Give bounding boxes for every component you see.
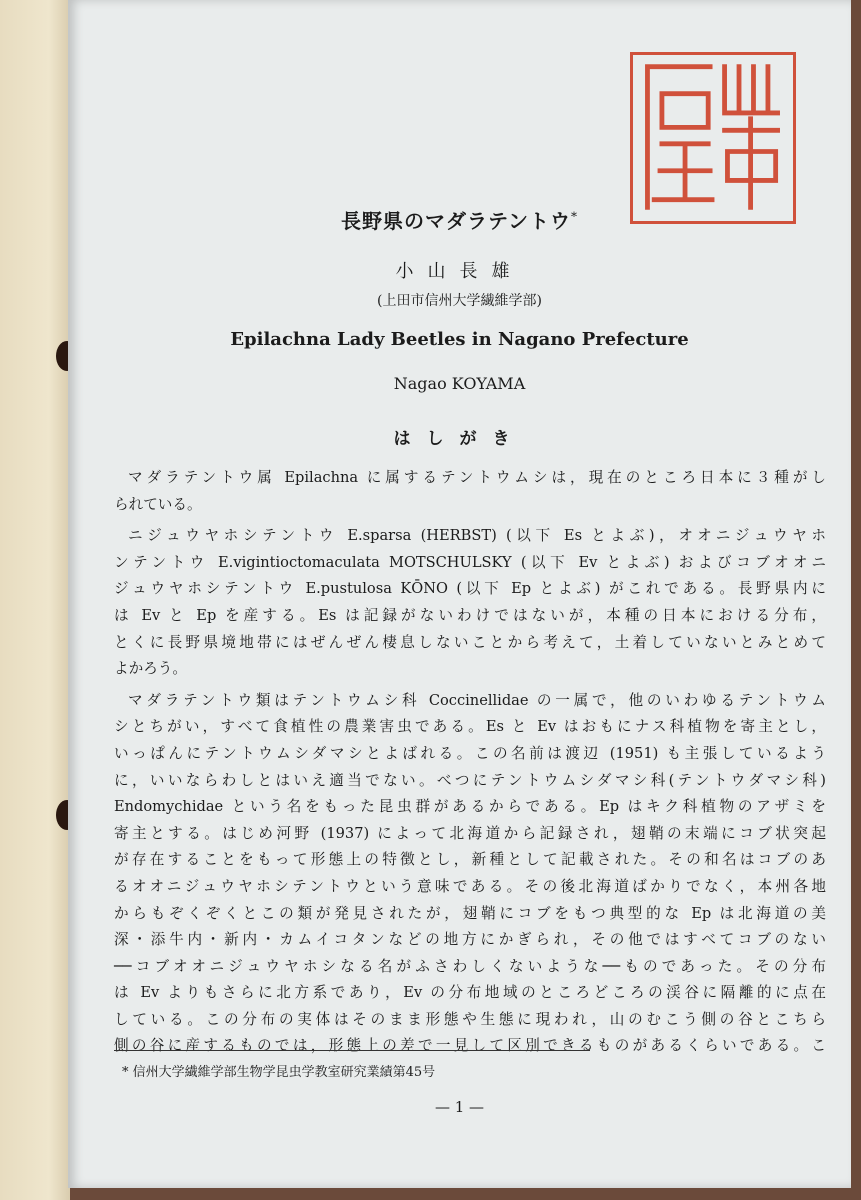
body-line: ニジュウヤホシテントウ E.sparsa (HERBST) (以下 Es とよぶ)，オオニジュウヤホ [128, 527, 826, 545]
body-line: よかろう。 [114, 660, 187, 678]
author-affiliation: (上田市信州大学繊維学部) [377, 293, 542, 309]
article-title: 長野県のマダラテントウ* [341, 209, 578, 233]
body-line: 側の谷に産するものでは，形態上の差で一見して区別できるものがあるくらいである。こ [114, 1037, 826, 1055]
author-name-english: Nagao KOYAMA [393, 374, 526, 393]
body-line: とくに長野県境地帯にはぜんぜん棲息しないことから考えて，土着していないとみとめて [114, 633, 826, 651]
body-line: Endomychidae という名をもった昆虫群があるからである。Ep はキク科植物のアザミを [114, 798, 826, 816]
facing-page-edge [0, 0, 70, 1200]
body-line: からもぞくぞくとこの類が発見されたが，翅鞘にコブをもつ典型的な Ep は北海道の美 [114, 904, 826, 922]
footnote-marker: * [571, 209, 578, 224]
article-title-english: Epilachna Lady Beetles in Nagano Prefecture [230, 329, 689, 350]
body-line: シとちがい，すべて食植性の農業害虫である。Es と Ev はおもにナス科植物を寄主とし， [114, 718, 826, 736]
body-line: 寄主とする。はじめ河野 (1937) によって北海道から記録され，翅鞘の末端にコブ状突起 [114, 824, 826, 842]
body-line: マダラテントウ類はテントウムシ科 Coccinellidae の一属で，他のいわゆるテントウム [128, 691, 826, 709]
author-name-japanese: 小山長雄 [395, 261, 524, 282]
body-line: している。この分布の実体はそのまま形態や生態に現われ，山のむこう側の谷とこちら [114, 1010, 826, 1028]
body-line: られている。 [114, 495, 202, 513]
body-line: ジュウヤホシテントウ E.pustulosa KŌNO (以下 Ep とよぶ) がこれである。長野県内に [114, 580, 826, 598]
body-line: マダラテントウ属 Epilachna に属するテントウムシは，現在のところ日本に３種がし [128, 469, 826, 486]
library-seal-stamp [630, 52, 796, 224]
page-number: — 1 — [434, 1098, 485, 1116]
body-line: は Ev よりもさらに北方系であり，Ev の分布地域のところどころの渓谷に隔離的に点在 [114, 984, 826, 1002]
body-line: ──コブオオニジュウヤホシなる名がふさわしくないような──ものであった。その分布 [114, 957, 826, 975]
seal-stamp-icon [633, 55, 793, 221]
footnote: * 信州大学繊維学部生物学昆虫学教室研究業績第45号 [122, 1065, 436, 1080]
document-page [68, 0, 851, 1188]
body-line: るオオニジュウヤホシテントウという意味である。その後北海道ばかりでなく，本州各地 [114, 877, 826, 895]
body-line: ンテントウ E.vigintioctomaculata MOTSCHULSKY (以下 Ev とよぶ) およびコブオオニ [114, 553, 826, 571]
section-heading: はしがき [393, 429, 526, 449]
footnote-divider [114, 1050, 590, 1051]
body-line: は Ev と Ep を産する。Es は記録がないわけではないが，本種の日本における分布， [114, 606, 826, 624]
body-line: いっぱんにテントウムシダマシとよばれる。この名前は渡辺 (1951) も主張しているよう [114, 744, 826, 762]
body-line: 深・添牛内・新内・カムイコタンなどの地方にかぎられ，その他ではすべてコブのない [114, 931, 826, 949]
body-line: に，いいならわしとはいえ適当でない。べつにテントウムシダマシ科(テントウダマシ科) [114, 771, 826, 789]
body-text [114, 465, 826, 1060]
body-line: が存在することをもって形態上の特徴とし，新種として記載された。その和名はコブのあ [114, 851, 826, 869]
